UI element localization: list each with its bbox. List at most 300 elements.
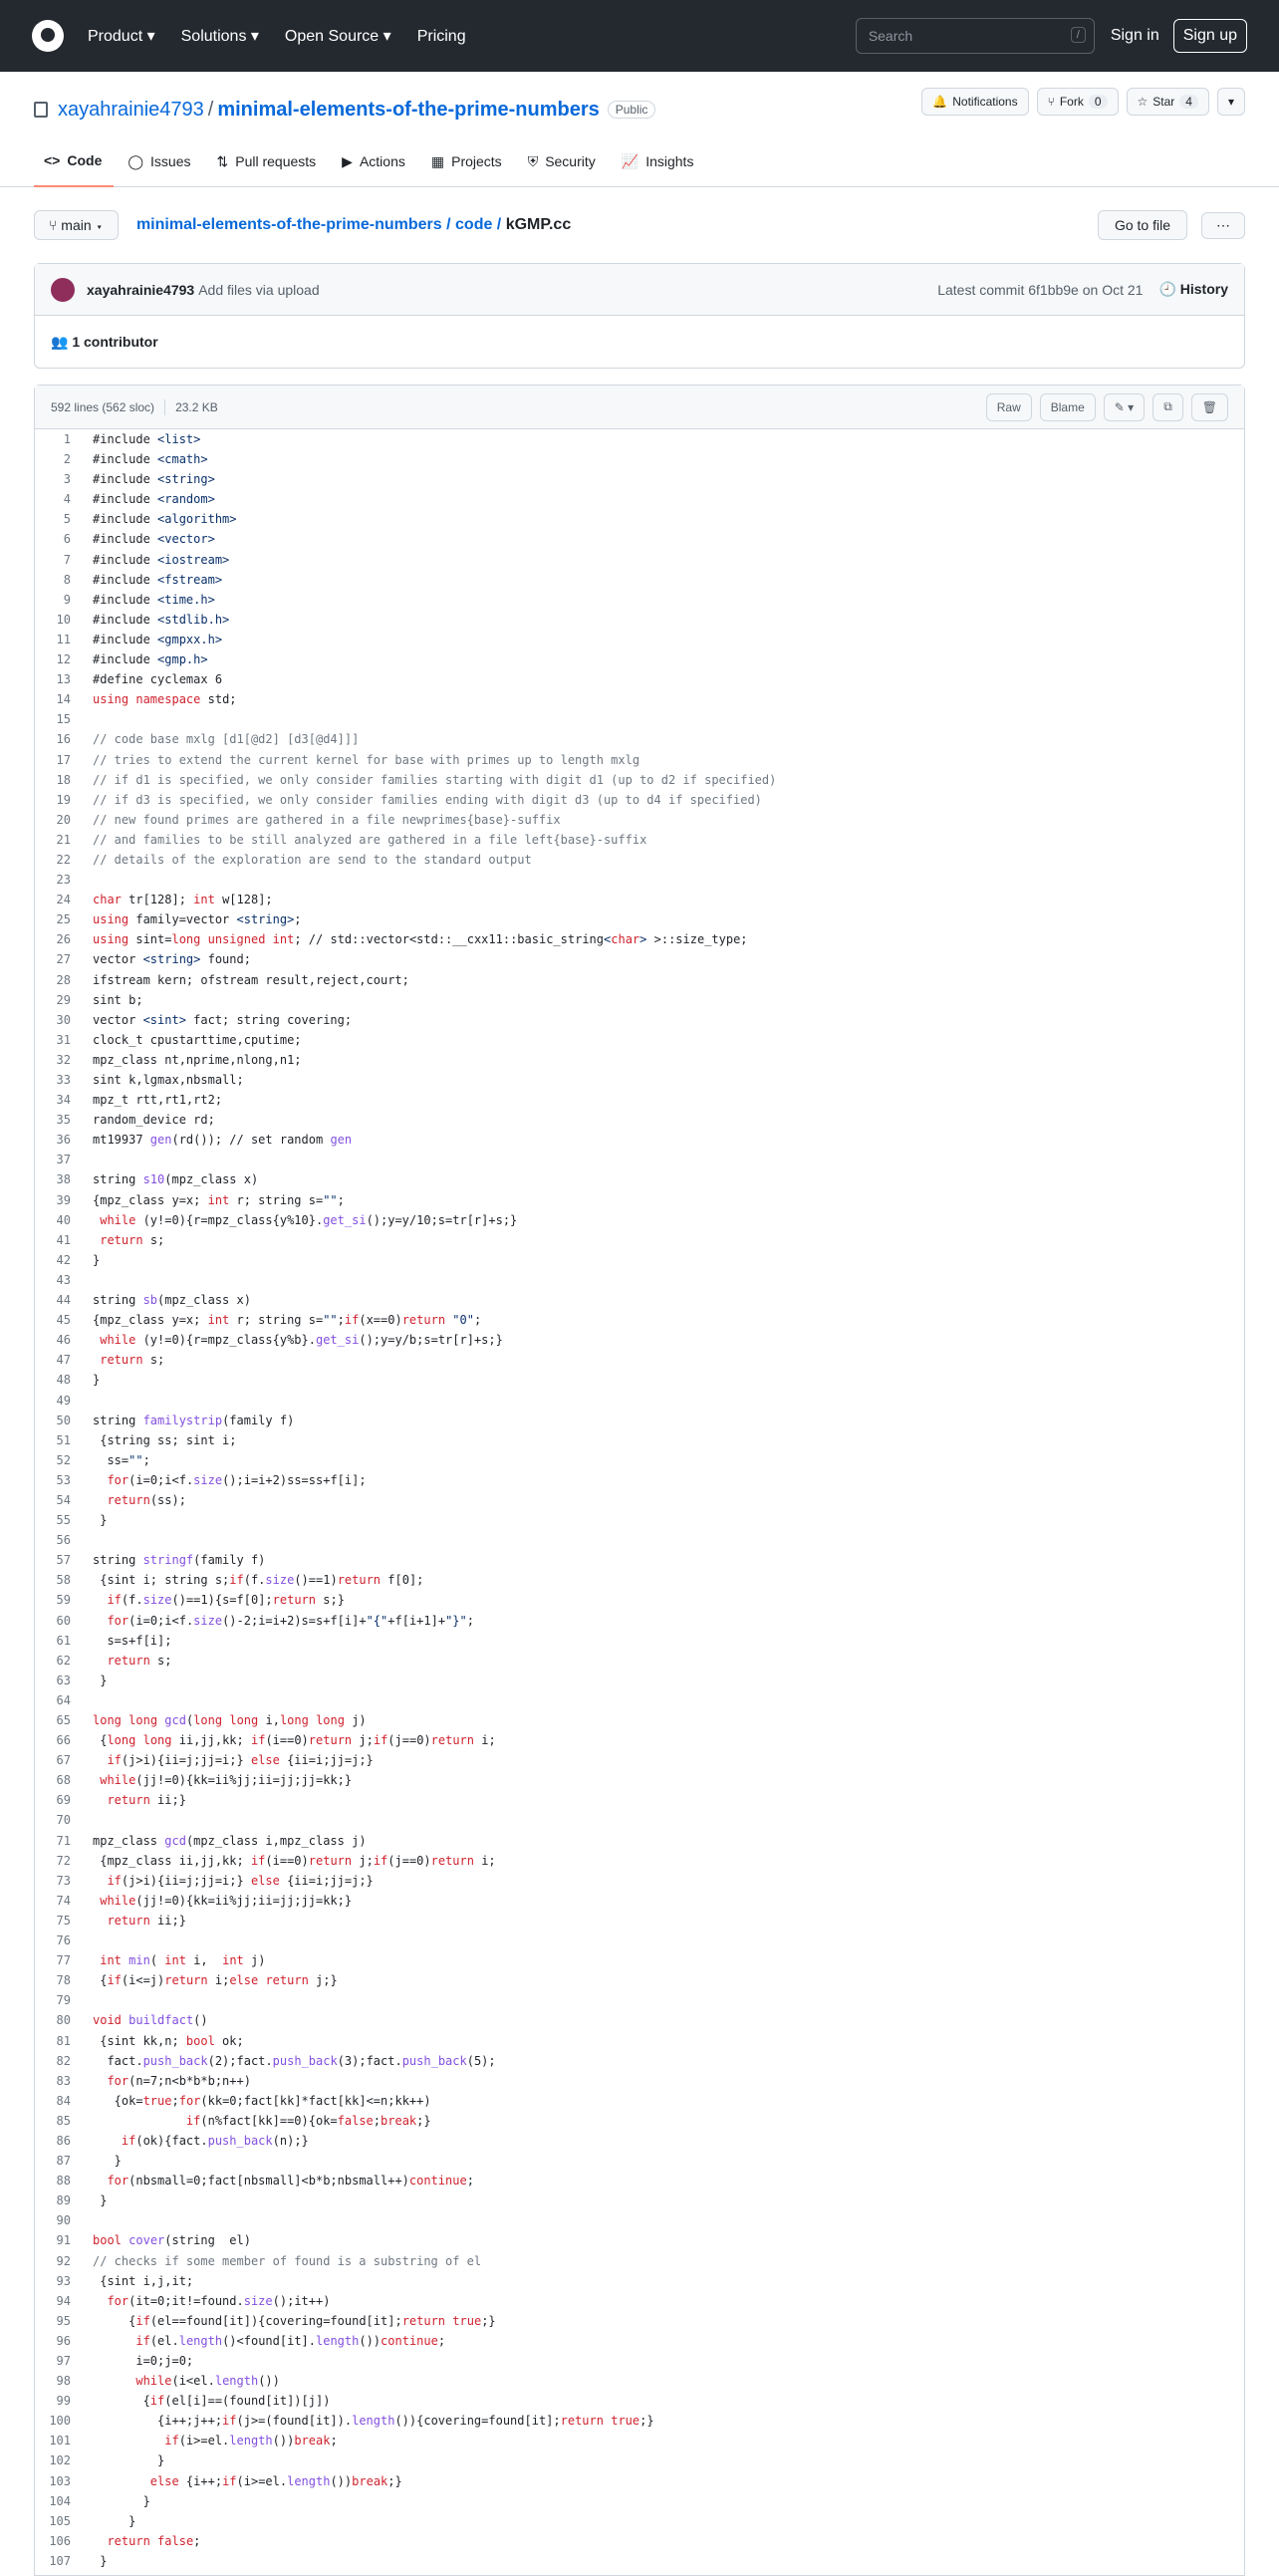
line-code: bool cover(string el) [93, 2233, 251, 2248]
line-number[interactable]: 100 [49, 2414, 71, 2429]
line-number[interactable]: 102 [49, 2453, 71, 2468]
line-code: // checks if some member of found is a substring of el [93, 2253, 482, 2268]
sign-up-button[interactable]: Sign up [1173, 19, 1247, 53]
line-code: using sint=long unsigned int; // std::vector<std::__cxx11::basic_string<char> >::size_type; [93, 932, 748, 947]
line-number[interactable]: 97 [56, 2354, 71, 2368]
line-number[interactable]: 38 [56, 1172, 71, 1187]
line-number[interactable]: 91 [56, 2233, 71, 2248]
line-number[interactable]: 8 [63, 572, 71, 587]
code-line [35, 1570, 1244, 1590]
line-number[interactable]: 33 [56, 1073, 71, 1087]
line-number[interactable]: 2 [63, 452, 71, 467]
nav-open-source[interactable]: Open Source ▾ [284, 28, 391, 45]
fork-icon: ⑂ [1047, 95, 1055, 109]
line-number[interactable]: 87 [56, 2154, 71, 2169]
nav-product[interactable]: Product ▾ [88, 28, 155, 45]
line-number[interactable]: 98 [56, 2374, 71, 2389]
line-code: ifstream kern; ofstream result,reject,court; [93, 972, 409, 987]
line-number[interactable]: 95 [56, 2313, 71, 2328]
code-line [35, 1270, 1244, 1290]
code-line [35, 2331, 1244, 2351]
line-code: } [93, 1373, 101, 1388]
sign-in-link[interactable]: Sign in [1110, 27, 1159, 44]
line-code: {i++;j++;if(j>=(found[it]).length()){covering=found[it];return true;} [93, 2414, 654, 2429]
code-line [35, 890, 1244, 909]
tab-actions[interactable]: ▶ Actions [342, 152, 405, 169]
code-line [35, 1671, 1244, 1690]
line-code: #include <vector> [93, 532, 215, 547]
copy-icon[interactable]: ⧉ [1152, 393, 1183, 421]
code-line [35, 1510, 1244, 1530]
line-number[interactable]: 67 [56, 1753, 71, 1768]
line-number[interactable]: 41 [56, 1232, 71, 1247]
code-line [35, 1990, 1244, 2010]
line-number[interactable]: 15 [56, 712, 71, 727]
line-number[interactable]: 58 [56, 1573, 71, 1588]
line-number[interactable]: 35 [56, 1113, 71, 1128]
code-line [35, 1690, 1244, 1710]
line-number[interactable]: 78 [56, 1973, 71, 1988]
line-number[interactable]: 96 [56, 2333, 71, 2348]
line-number[interactable]: 107 [49, 2553, 71, 2568]
line-code: for(i=0;i<f.size();i=i+2)ss=ss+f[i]; [107, 1472, 367, 1487]
code-line [35, 2111, 1244, 2131]
line-number[interactable]: 60 [56, 1613, 71, 1628]
line-number[interactable]: 29 [56, 992, 71, 1007]
code-line [35, 970, 1244, 990]
line-code: #include <fstream> [93, 572, 223, 587]
line-number[interactable]: 92 [56, 2253, 71, 2268]
line-number[interactable]: 90 [56, 2213, 71, 2228]
line-number[interactable]: 79 [56, 1993, 71, 2008]
commit-user[interactable]: xayahrainie4793 [87, 281, 195, 298]
code-line [35, 1110, 1244, 1130]
blame-button[interactable]: Blame [1040, 393, 1096, 421]
code-line [35, 1851, 1244, 1871]
line-number[interactable]: 9 [63, 592, 71, 607]
file-size: 23.2 KB [175, 399, 218, 414]
code-line [35, 2471, 1244, 2491]
line-number[interactable]: 11 [56, 632, 71, 646]
code-line [35, 2051, 1244, 2071]
line-code: string familystrip(family f) [93, 1413, 295, 1427]
line-number[interactable]: 1 [63, 432, 71, 446]
line-code: #include <iostream> [93, 552, 230, 567]
line-number[interactable]: 70 [56, 1813, 71, 1828]
delete-icon[interactable]: 🗑 [1191, 393, 1228, 421]
tab-code[interactable]: <> Code [34, 152, 114, 187]
line-code: mpz_class gcd(mpz_class i,mpz_class j) [93, 1833, 367, 1848]
code-line [35, 2091, 1244, 2111]
code-line [35, 1631, 1244, 1651]
line-number[interactable]: 69 [56, 1793, 71, 1808]
line-number[interactable]: 101 [49, 2434, 71, 2448]
line-number[interactable]: 32 [56, 1052, 71, 1067]
code-line [35, 669, 1244, 689]
line-code: if(n%fact[kk]==0){ok=false;break;} [185, 2113, 431, 2128]
code-line [35, 1950, 1244, 1970]
code-line [35, 1450, 1244, 1470]
line-code: #include <algorithm> [93, 512, 237, 527]
line-number[interactable]: 50 [56, 1413, 71, 1427]
line-code: i=0;j=0; [93, 2354, 194, 2368]
line-number[interactable]: 39 [56, 1192, 71, 1207]
code-line [35, 870, 1244, 890]
line-code: while(i<el.length()) [135, 2374, 280, 2389]
line-number[interactable]: 22 [56, 852, 71, 867]
line-number[interactable]: 104 [49, 2493, 71, 2508]
line-number[interactable]: 89 [56, 2193, 71, 2208]
repository-tabs [34, 152, 1245, 187]
line-code: long long gcd(long long i,long long j) [93, 1713, 367, 1727]
code-line [35, 830, 1244, 850]
line-number[interactable]: 82 [56, 2053, 71, 2068]
code-line [35, 1831, 1244, 1851]
line-number[interactable]: 14 [56, 692, 71, 707]
code-line [35, 1891, 1244, 1911]
line-code: using namespace std; [93, 692, 237, 707]
line-code: mpz_class nt,nprime,nlong,n1; [93, 1052, 302, 1067]
code-line [35, 2251, 1244, 2271]
line-number[interactable]: 55 [56, 1513, 71, 1528]
line-number[interactable]: 7 [63, 552, 71, 567]
line-number[interactable]: 26 [56, 932, 71, 947]
tab-icon: ⇅ [216, 152, 229, 169]
line-number[interactable]: 23 [56, 873, 71, 888]
star-button[interactable]: ☆ Star 4 [1127, 88, 1209, 116]
line-number[interactable]: 21 [56, 832, 71, 847]
line-code: return ii;} [107, 1793, 186, 1808]
line-number[interactable]: 71 [56, 1833, 71, 1848]
search-placeholder: Search [868, 28, 913, 44]
raw-button[interactable]: Raw [986, 393, 1032, 421]
line-code: while(jj!=0){kk=ii%jj;ii=jj;jj=kk;} [100, 1893, 353, 1908]
line-code: {sint i,j,it; [93, 2273, 194, 2288]
line-number[interactable]: 18 [56, 772, 71, 787]
bell-icon: 🔔 [932, 95, 948, 109]
code-line [35, 2531, 1244, 2551]
contributors[interactable]: 👥 1 contributor [51, 333, 158, 350]
line-code: vector <string> found; [93, 952, 251, 967]
code-line [35, 2450, 1244, 2470]
line-code: {long long ii,jj,kk; if(i==0)return j;if(j==0)return i; [93, 1733, 496, 1748]
code-line [35, 1030, 1244, 1050]
tab-icon: ▶ [342, 152, 353, 169]
line-code: #include <gmp.h> [93, 652, 208, 667]
code-view [35, 429, 1244, 2571]
avatar[interactable] [51, 278, 75, 302]
line-number[interactable]: 49 [56, 1393, 71, 1408]
code-line [35, 2210, 1244, 2230]
line-code: using family=vector <string>; [93, 912, 302, 927]
code-line [35, 1530, 1244, 1550]
line-count: 592 lines (562 sloc) [51, 399, 155, 414]
line-number[interactable]: 54 [56, 1492, 71, 1507]
line-number[interactable]: 56 [56, 1533, 71, 1548]
line-number[interactable]: 62 [56, 1653, 71, 1668]
code-line [35, 449, 1244, 469]
code-line [35, 689, 1244, 709]
line-number[interactable]: 10 [56, 612, 71, 627]
code-line [35, 790, 1244, 810]
code-line [35, 2291, 1244, 2311]
tab-icon: ⛨ [527, 152, 539, 169]
code-line [35, 1871, 1244, 1891]
line-code: fact.push_back(2);fact.push_back(3);fact.push_back(5); [93, 2053, 496, 2068]
search-input[interactable] [856, 18, 1095, 54]
line-number[interactable]: 72 [56, 1853, 71, 1868]
line-code: } [93, 2453, 165, 2468]
line-number[interactable]: 77 [56, 1953, 71, 1968]
tab-projects[interactable]: ▦ Projects [430, 152, 502, 169]
line-code: if(el.length()<found[it].length())continue; [135, 2333, 446, 2348]
line-code: #include <stdlib.h> [93, 612, 230, 627]
line-code: #include <gmpxx.h> [93, 632, 223, 646]
line-code: mpz_t rtt,rt1,rt2; [93, 1093, 223, 1108]
tab-icon: ◯ [128, 152, 144, 169]
line-code: if(j>i){ii=j;jj=i;} else {ii=i;jj=j;} [107, 1753, 374, 1768]
line-number[interactable]: 6 [63, 532, 71, 547]
file-tools [986, 393, 1228, 421]
line-code: for(nbsmall=0;fact[nbsmall]<b*b;nbsmall++)continue; [107, 2174, 474, 2189]
line-number[interactable]: 73 [56, 1873, 71, 1888]
line-code: // new found primes are gathered in a file newprimes{base}-suffix [93, 812, 561, 827]
code-line [35, 1430, 1244, 1450]
line-number[interactable]: 85 [56, 2113, 71, 2128]
latest-commit [35, 264, 1244, 316]
line-number[interactable]: 99 [56, 2394, 71, 2409]
code-line [35, 810, 1244, 830]
line-number[interactable]: 59 [56, 1593, 71, 1608]
commit-meta[interactable]: Latest commit 6f1bb9e on Oct 21 [937, 281, 1144, 298]
line-code: return s; [100, 1232, 165, 1247]
line-code: else {i++;if(i>=el.length())break;} [149, 2473, 402, 2488]
line-number[interactable]: 66 [56, 1733, 71, 1748]
line-number[interactable]: 52 [56, 1452, 71, 1467]
line-number[interactable]: 81 [56, 2033, 71, 2048]
line-code: {if(el[i]==(found[it])[j]) [93, 2394, 331, 2409]
line-code: s=s+f[i]; [93, 1633, 172, 1648]
github-logo-icon[interactable] [32, 20, 64, 52]
line-number[interactable]: 19 [56, 792, 71, 807]
code-line [35, 1070, 1244, 1090]
line-number[interactable]: 83 [56, 2073, 71, 2088]
line-number[interactable]: 63 [56, 1673, 71, 1687]
code-line [35, 1750, 1244, 1770]
file-header [35, 386, 1244, 429]
line-number[interactable]: 48 [56, 1373, 71, 1388]
line-number[interactable]: 88 [56, 2174, 71, 2189]
breadcrumb-code[interactable]: code [455, 216, 493, 233]
code-line [35, 1250, 1244, 1270]
line-number[interactable]: 68 [56, 1773, 71, 1788]
tab-insights[interactable]: 📈 Insights [621, 152, 694, 169]
tab-security[interactable]: ⛨ Security [527, 152, 596, 169]
code-line [35, 2230, 1244, 2250]
line-number[interactable]: 84 [56, 2093, 71, 2108]
code-line [35, 2010, 1244, 2030]
line-number[interactable]: 3 [63, 472, 71, 487]
line-number[interactable]: 5 [63, 512, 71, 527]
line-number[interactable]: 75 [56, 1913, 71, 1928]
line-number[interactable]: 45 [56, 1313, 71, 1328]
code-line [35, 2491, 1244, 2511]
code-line [35, 2431, 1244, 2450]
line-number[interactable]: 13 [56, 672, 71, 687]
code-line [35, 1611, 1244, 1631]
edit-icon[interactable]: ✎ ▾ [1104, 393, 1145, 421]
line-number[interactable]: 30 [56, 1012, 71, 1027]
line-code: sint b; [93, 992, 143, 1007]
line-number[interactable]: 86 [56, 2133, 71, 2148]
line-number[interactable]: 94 [56, 2293, 71, 2308]
line-code: // code base mxlg [d1[@d2] [d3[@d4]]] [93, 732, 360, 747]
code-line [35, 1911, 1244, 1931]
line-number[interactable]: 34 [56, 1093, 71, 1108]
tab-pull-requests[interactable]: ⇅ Pull requests [216, 152, 317, 169]
breadcrumb-repo[interactable]: minimal-elements-of-the-prime-numbers [135, 216, 442, 233]
code-line [35, 1090, 1244, 1110]
line-code: return false; [107, 2533, 201, 2548]
line-number[interactable]: 4 [63, 492, 71, 507]
code-line [35, 2551, 1244, 2571]
line-number[interactable]: 105 [49, 2513, 71, 2528]
repo-link[interactable]: minimal-elements-of-the-prime-numbers [217, 98, 600, 121]
code-line [35, 2511, 1244, 2531]
code-line [35, 1350, 1244, 1370]
line-number[interactable]: 74 [56, 1893, 71, 1908]
code-line [35, 469, 1244, 489]
code-line [35, 489, 1244, 509]
line-code: while(jj!=0){kk=ii%jj;ii=jj;jj=kk;} [100, 1773, 353, 1788]
line-number[interactable]: 53 [56, 1472, 71, 1487]
line-number[interactable]: 16 [56, 732, 71, 747]
line-number[interactable]: 37 [56, 1153, 71, 1167]
code-line [35, 1050, 1244, 1070]
commit-box [34, 263, 1245, 369]
owner-link[interactable]: xayahrainie4793 [58, 98, 204, 121]
repository-title: xayahrainie4793 / minimal-elements-of-the-prime-numbers Public [34, 92, 1245, 128]
line-code: } [93, 1252, 101, 1267]
code-line [35, 1411, 1244, 1430]
line-number[interactable]: 76 [56, 1933, 71, 1948]
breadcrumb-file: kGMP.cc [505, 216, 572, 233]
code-line [35, 1310, 1244, 1330]
line-number[interactable]: 40 [56, 1212, 71, 1227]
code-line [35, 770, 1244, 790]
line-number[interactable]: 43 [56, 1272, 71, 1287]
commit-message[interactable]: Add files via upload [198, 281, 320, 298]
repo-actions [921, 88, 1245, 116]
history-link[interactable]: 🕘 History [1158, 281, 1228, 297]
line-code: } [93, 2513, 136, 2528]
line-number[interactable]: 28 [56, 972, 71, 987]
line-code: {if(el==found[it]){covering=found[it];return true;} [93, 2313, 496, 2328]
line-number[interactable]: 31 [56, 1032, 71, 1047]
line-code: } [93, 2193, 108, 2208]
code-line [35, 1810, 1244, 1830]
line-code: #include <cmath> [93, 452, 208, 467]
code-line [35, 2411, 1244, 2431]
code-line [35, 2190, 1244, 2210]
line-number[interactable]: 25 [56, 912, 71, 927]
line-number[interactable]: 42 [56, 1252, 71, 1267]
code-line [35, 750, 1244, 770]
code-line [35, 2151, 1244, 2171]
code-line [35, 1470, 1244, 1490]
tab-icon: <> [44, 152, 61, 168]
line-number[interactable]: 103 [49, 2473, 71, 2488]
line-number[interactable]: 17 [56, 752, 71, 767]
line-code: if(ok){fact.push_back(n);} [121, 2133, 309, 2148]
line-number[interactable]: 106 [49, 2533, 71, 2548]
tab-issues[interactable]: ◯ Issues [128, 152, 191, 169]
line-code: string s10(mpz_class x) [93, 1172, 259, 1187]
line-number[interactable]: 64 [56, 1692, 71, 1707]
line-code: if(f.size()==1){s=f[0];return s;} [107, 1593, 345, 1608]
code-line [35, 1150, 1244, 1169]
line-code: // details of the exploration are send to the standard output [93, 852, 532, 867]
code-line [35, 1169, 1244, 1189]
code-line [35, 590, 1244, 610]
line-number[interactable]: 36 [56, 1133, 71, 1148]
line-code: if(j>i){ii=j;jj=i;} else {ii=i;jj=j;} [107, 1873, 374, 1888]
more-options-button[interactable]: ⋯ [1201, 212, 1245, 239]
star-icon: ☆ [1137, 95, 1149, 109]
line-code: string sb(mpz_class x) [93, 1293, 251, 1308]
line-number[interactable]: 51 [56, 1432, 71, 1447]
notifications-button[interactable]: 🔔 Notifications [921, 88, 1028, 116]
line-number[interactable]: 80 [56, 2013, 71, 2028]
line-number[interactable]: 27 [56, 952, 71, 967]
line-number[interactable]: 46 [56, 1333, 71, 1348]
tab-icon: ▦ [430, 152, 445, 169]
code-line [35, 550, 1244, 570]
line-number[interactable]: 12 [56, 652, 71, 667]
go-to-file-button[interactable]: Go to file [1098, 210, 1187, 240]
line-code: // if d3 is specified, we only consider families ending with digit d3 (up to d4 if specified) [93, 792, 762, 807]
branch-selector[interactable]: ⑂ main ▾ [34, 210, 119, 240]
visibility-badge: Public [608, 101, 656, 119]
branch-icon: ⑂ [49, 217, 62, 233]
code-line [35, 1651, 1244, 1671]
line-number[interactable]: 20 [56, 812, 71, 827]
line-number[interactable]: 61 [56, 1633, 71, 1648]
line-number[interactable]: 24 [56, 893, 71, 907]
line-code: // and families to be still analyzed are gathered in a file left{base}-suffix [93, 832, 647, 847]
fork-button[interactable]: ⑂ Fork 0 [1037, 88, 1119, 116]
line-number[interactable]: 44 [56, 1293, 71, 1308]
code-line [35, 1710, 1244, 1730]
code-line [35, 1370, 1244, 1390]
line-code: } [93, 1673, 108, 1687]
tab-icon: 📈 [621, 152, 640, 169]
code-line [35, 1130, 1244, 1150]
slash-key-icon: / [1071, 27, 1086, 43]
code-line [35, 709, 1244, 729]
code-line [35, 1330, 1244, 1350]
nav-pricing[interactable]: Pricing [416, 28, 466, 45]
line-code: {string ss; sint i; [93, 1432, 237, 1447]
code-line [35, 1391, 1244, 1411]
line-number[interactable]: 57 [56, 1553, 71, 1568]
line-number[interactable]: 93 [56, 2273, 71, 2288]
nav-solutions[interactable]: Solutions ▾ [180, 28, 259, 45]
star-dropdown-button[interactable]: ▾ [1217, 88, 1245, 116]
line-code: random_device rd; [93, 1113, 215, 1128]
line-number[interactable]: 65 [56, 1713, 71, 1727]
line-number[interactable]: 47 [56, 1353, 71, 1368]
